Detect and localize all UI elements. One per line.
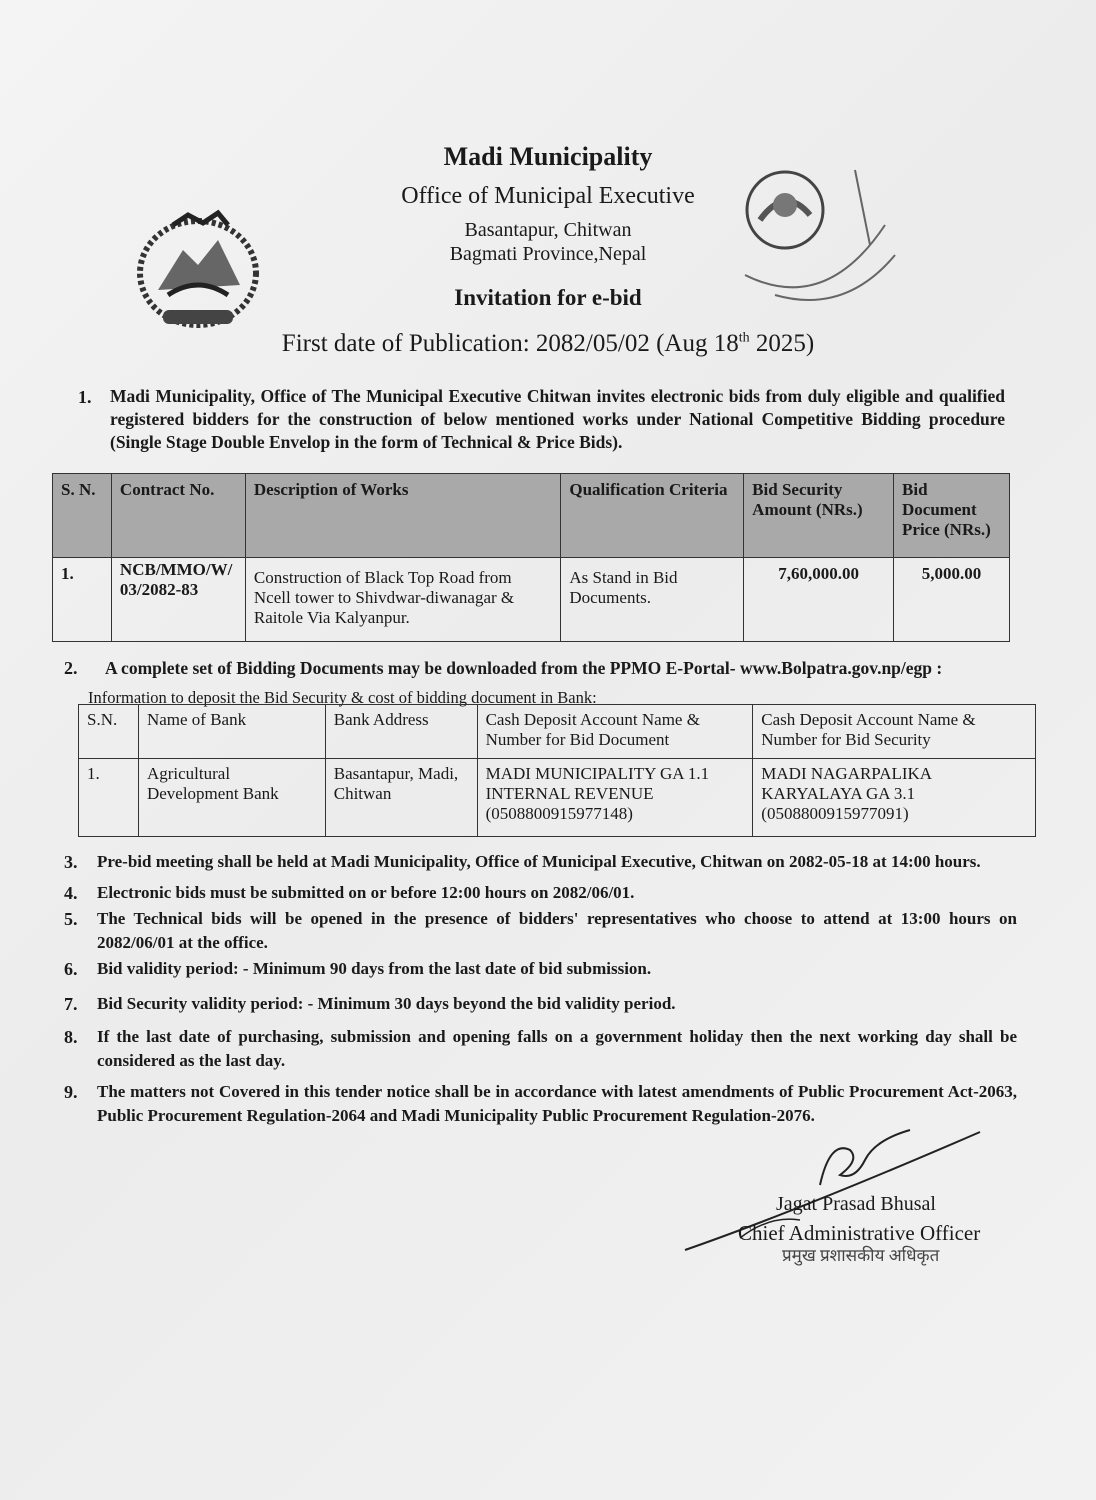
- works-header-bid-security: Bid Security Amount (NRs.): [744, 474, 894, 558]
- item-number: 4.: [64, 883, 78, 903]
- bank-cell-name: Agricultural Development Bank: [138, 759, 325, 837]
- item-text: The matters not Covered in this tender notice shall be in accordance with latest amendments of Public Procurement Act-2063, Public Procurement Regulation-2064 and Madi Municipality Public Procurement Regulation-2076.: [97, 1082, 1017, 1125]
- intro-number: 1.: [78, 387, 92, 407]
- bank-cell-sn: 1.: [79, 759, 139, 837]
- bank-header-address: Bank Address: [325, 705, 477, 759]
- address-line-1: Basantapur, Chitwan: [464, 219, 632, 241]
- works-table: [52, 473, 1010, 642]
- bank-header-doc-account: Cash Deposit Account Name & Number for Bid Document: [477, 705, 753, 759]
- bank-table: [78, 704, 1036, 837]
- item-text: Pre-bid meeting shall be held at Madi Municipality, Office of Municipal Executive, Chitwan on 2082-05-18 at 14:00 hours.: [97, 852, 981, 871]
- intro-paragraph: Madi Municipality, Office of The Municipal Executive Chitwan invites electronic bids from duly eligible and qualified registered bidders for the construction of below mentioned works under National Competitive Bidding procedure (Single Stage Double Envelop in the form of Technical & Price Bids).: [110, 386, 1005, 452]
- works-header-qualification: Qualification Criteria: [561, 474, 744, 558]
- table-row: [79, 759, 1036, 837]
- works-header-sn: S. N.: [53, 474, 112, 558]
- item-text: Electronic bids must be submitted on or before 12:00 hours on 2082/06/01.: [97, 883, 635, 902]
- works-cell-doc-price: 5,000.00: [894, 558, 1010, 642]
- works-cell-bid-security: 7,60,000.00: [744, 558, 894, 642]
- works-header-description: Description of Works: [245, 474, 560, 558]
- office-name: Office of Municipal Executive: [401, 183, 695, 209]
- publication-date-label: First date of Publication: 2082/05/02 (Aug 18: [281, 330, 739, 357]
- item-number: 8.: [64, 1027, 78, 1047]
- item-number: 7.: [64, 994, 78, 1014]
- item-text: The Technical bids will be opened in the presence of bidders' representatives who choose to attend at 13:00 hours on 2082/06/01 at the office.: [97, 909, 1017, 952]
- works-header-contract: Contract No.: [111, 474, 245, 558]
- notice-title: Invitation for e-bid: [454, 285, 642, 310]
- bank-cell-address: Basantapur, Madi, Chitwan: [325, 759, 477, 837]
- bank-header-security-account: Cash Deposit Account Name & Number for Bid Security: [753, 705, 1036, 759]
- bank-cell-security-account: MADI NAGARPALIKA KARYALAYA GA 3.1 (0508800915977091): [753, 759, 1036, 837]
- bank-header-name: Name of Bank: [138, 705, 325, 759]
- item-number: 6.: [64, 959, 78, 979]
- municipality-title: Madi Municipality: [443, 142, 653, 171]
- publication-date-tail: 2025): [749, 330, 815, 357]
- item-text: If the last date of purchasing, submission and opening falls on a government holiday then the next working day shall be considered as the last day.: [97, 1027, 1017, 1070]
- item-text: Bid Security validity period: - Minimum 30 days beyond the bid validity period.: [97, 994, 676, 1013]
- item-text: Bid validity period: - Minimum 90 days from the last date of bid submission.: [97, 959, 652, 978]
- works-cell-sn: 1.: [53, 558, 112, 642]
- bank-header-sn: S.N.: [79, 705, 139, 759]
- works-cell-description: Construction of Black Top Road from Ncell tower to Shivdwar-diwanagar & Raitole Via Kalyanpur.: [245, 558, 560, 642]
- signer-designation-nepali: प्रमुख प्रशासकीय अधिकृत: [782, 1246, 940, 1265]
- bank-cell-doc-account: MADI MUNICIPALITY GA 1.1 INTERNAL REVENUE (0508800915977148): [477, 759, 753, 837]
- publication-date: [0, 330, 1096, 358]
- table-row: [53, 558, 1010, 642]
- address-line-2: Bagmati Province,Nepal: [449, 243, 647, 265]
- item-number: 3.: [64, 852, 78, 872]
- item-number: 5.: [64, 909, 78, 929]
- works-cell-contract: NCB/MMO/W/ 03/2082-83: [111, 558, 245, 642]
- item-2-number: 2.: [64, 658, 78, 678]
- bank-info-heading: Information to deposit the Bid Security & cost of bidding document in Bank:: [88, 688, 597, 707]
- works-header-doc-price: Bid Document Price (NRs.): [894, 474, 1010, 558]
- item-number: 9.: [64, 1082, 78, 1102]
- works-cell-qualification: As Stand in Bid Documents.: [561, 558, 744, 642]
- signer-designation: Chief Administrative Officer: [738, 1221, 981, 1245]
- publication-date-suffix: th: [738, 330, 750, 346]
- signer-name: Jagat Prasad Bhusal: [776, 1193, 936, 1215]
- item-2-text: A complete set of Bidding Documents may be downloaded from the PPMO E-Portal- www.Bolpatra.gov.np/egp :: [105, 658, 943, 678]
